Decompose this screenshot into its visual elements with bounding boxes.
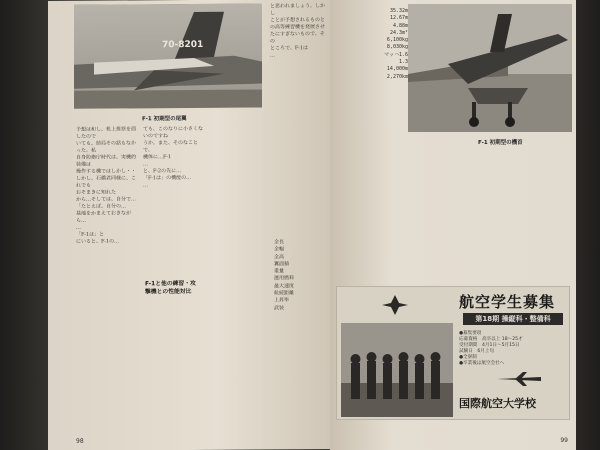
spec-label: 武装 xyxy=(274,305,285,312)
ad-line: ●募集要項 xyxy=(459,331,482,336)
ad-line: 応募資格 高卒以上 18〜25才 xyxy=(459,337,523,342)
right-column-1 xyxy=(336,150,404,285)
spec-value: マッハ1.6 xyxy=(384,51,408,58)
spec-value: 2,270km xyxy=(386,73,408,80)
spec-label: 全高 xyxy=(274,253,285,261)
ad-band: 第18期 操縦科・整備科 xyxy=(463,313,563,325)
right-page xyxy=(330,0,576,450)
spec-label-list xyxy=(274,239,324,312)
tail-code: 70-8201 xyxy=(162,39,204,51)
ad-line: ●卒業後は航空会社へ xyxy=(459,361,505,366)
spec-label: 最大速度 xyxy=(274,283,295,290)
crew-illustration xyxy=(341,323,453,417)
spec-label: 全幅 xyxy=(274,246,285,253)
jet-nose-illustration xyxy=(408,4,572,132)
spec-label: 重量 xyxy=(274,268,285,275)
left-photo-caption: F-1 初期型の尾翼 xyxy=(142,116,187,123)
spec-label: 全長 xyxy=(274,239,285,246)
right-photo-caption: F-1 初期型の機首 xyxy=(478,140,523,146)
left-column-2: ても、このなりに小さくないのですね うか。また、そのなことで、 機体に…F-1 … と、F-2の先に… 「F-1は」の機能の… … xyxy=(143,125,203,189)
spec-value: 35.32m xyxy=(389,8,408,14)
ad-title: 航空学生募集 xyxy=(459,293,556,311)
spec-value: 4.88m xyxy=(392,22,408,29)
ad-group-photo xyxy=(341,323,453,417)
ad-details xyxy=(459,331,567,367)
right-photo-nose xyxy=(408,4,572,132)
spec-label: 航続距離 xyxy=(274,290,295,297)
spec-value: 1.3 xyxy=(398,59,408,66)
spec-label: 上昇率 xyxy=(274,297,290,304)
right-column-2 xyxy=(410,150,484,285)
ad-plane-icon xyxy=(497,371,541,385)
left-page-number: 98 xyxy=(76,437,84,445)
ad-school-name: 国際航空大学校 xyxy=(459,397,536,410)
spec-value: 14,000m xyxy=(386,66,408,73)
spec-value: 12.67m xyxy=(389,15,408,22)
spec-value: 24.3m² xyxy=(389,29,408,36)
left-column-2b xyxy=(143,300,203,420)
spec-value-list xyxy=(340,8,408,81)
left-photo-tail xyxy=(74,3,262,108)
left-page xyxy=(48,0,332,450)
ad-emblem-icon xyxy=(381,293,409,317)
left-column-3: と思われましょう。しかし ことが予想されるものと の高等練習機を発展させ たにすぎないもので、その ところで、F-1は … xyxy=(270,3,326,59)
spec-label: 運用燃料 xyxy=(274,275,295,282)
ad-line: 受付期間 4月1日〜5月15日 xyxy=(459,343,520,348)
recruitment-ad xyxy=(336,286,570,420)
spec-value: 6,100kg xyxy=(386,37,408,44)
spec-value: 8,030kg xyxy=(386,44,408,51)
right-page-number: 99 xyxy=(560,437,568,444)
ad-line: ●全寮制 xyxy=(459,355,477,360)
right-column-3 xyxy=(488,150,570,285)
left-column-1: 予想は和し、机上推察を面したので いても、結局その話もなかった。私 自身防衛庁時代は、実機的装備は 操作する機ではしかし・・ しかし、石橋君同様に、これでも おそまきに知れた から…そしては、自分で… 「たとえば、自分の… 基地をかまえておきながら… … 「F-1は」と にいると、F-1の… xyxy=(76,126,136,245)
section-heading: F-1と他の練習・攻 撃機との性能対比 xyxy=(145,280,196,296)
jet-tail-illustration xyxy=(74,3,262,108)
spec-label: 翼面積 xyxy=(274,261,290,268)
ad-line: 試験日 6月上旬 xyxy=(459,349,495,354)
